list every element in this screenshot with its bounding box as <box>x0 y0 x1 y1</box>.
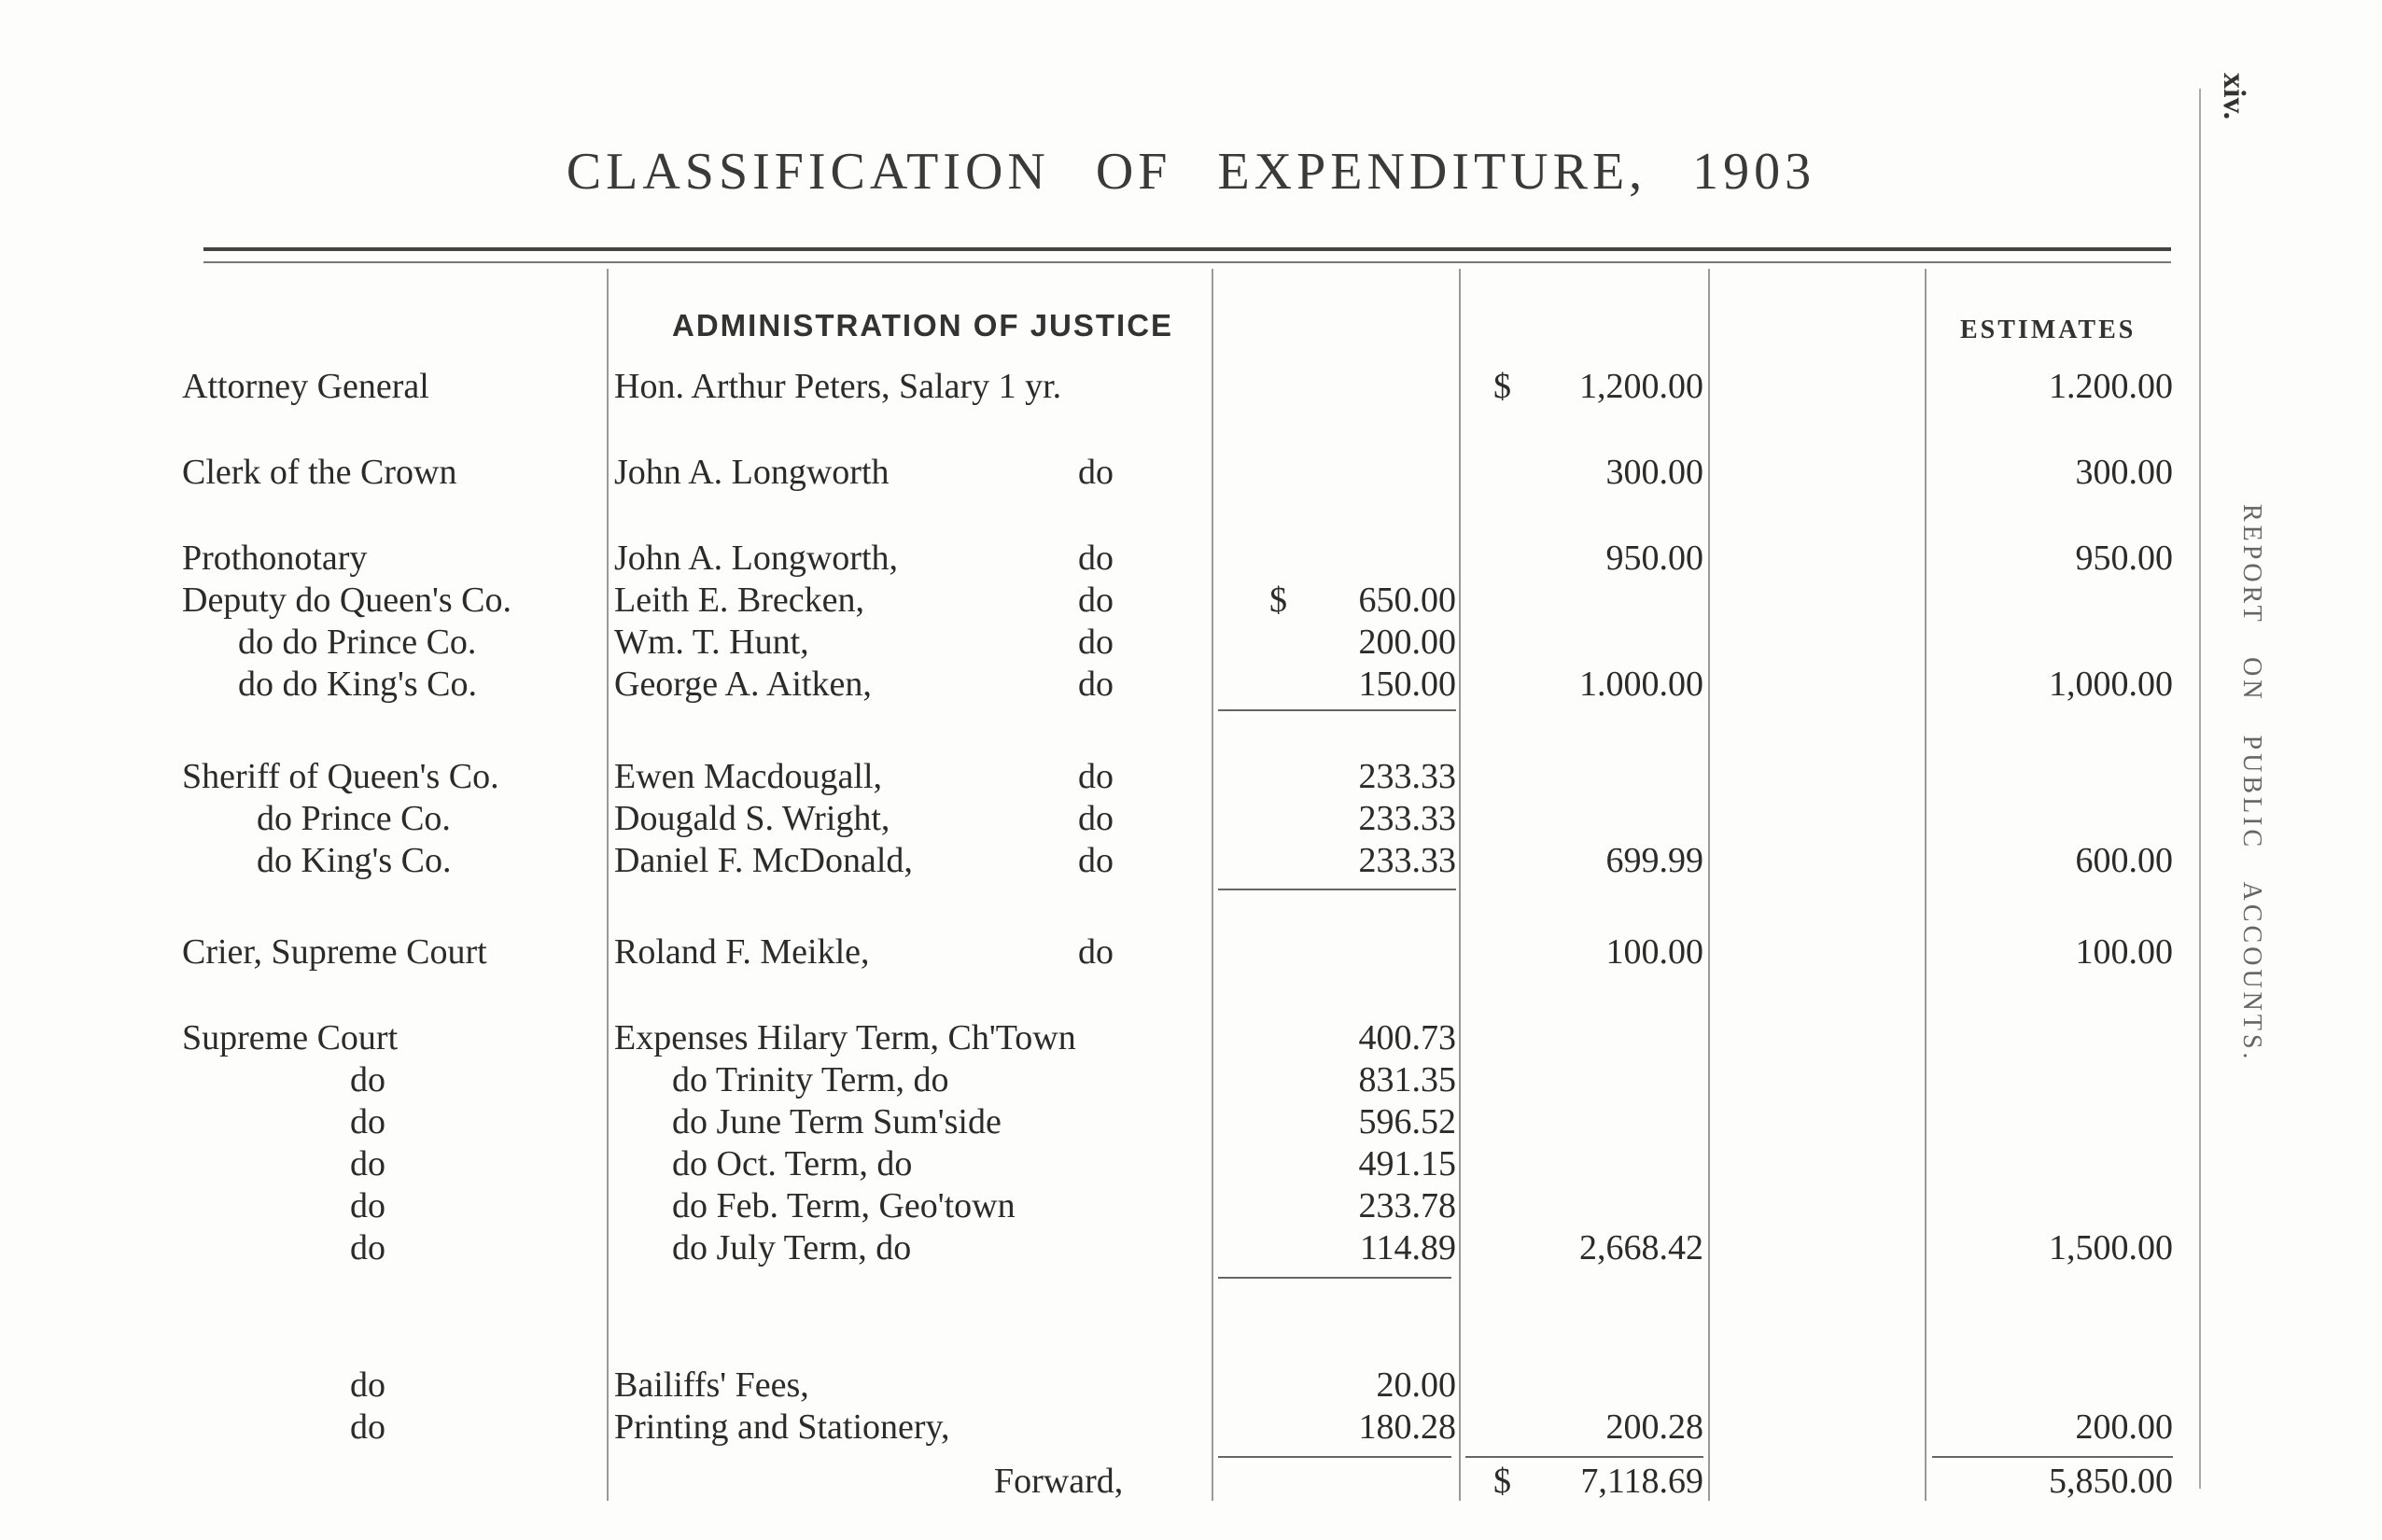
total-cell: 950.00 <box>1605 539 1703 578</box>
subtotal-rule <box>1218 889 1456 890</box>
total-cell: 1.000.00 <box>1579 665 1703 704</box>
office-cell: Crier, Supreme Court <box>182 932 487 972</box>
page-number: xiv. <box>2217 73 2251 120</box>
table-row <box>0 1017 2382 1058</box>
name-cell: Expenses Hilary Term, Ch'Town <box>614 1018 1076 1057</box>
estimate-cell: 950.00 <box>2075 539 2173 578</box>
estimate-cell: 600.00 <box>2075 841 2173 880</box>
ditto-cell: do <box>1078 539 1114 578</box>
ditto-cell: do <box>1078 581 1114 620</box>
page-title: CLASSIFICATION OF EXPENDITURE, 1903 <box>566 143 1816 201</box>
total-cell: 2,668.42 <box>1579 1228 1703 1267</box>
name-cell: do Oct. Term, do <box>672 1144 913 1183</box>
name-cell: Printing and Stationery, <box>614 1407 950 1447</box>
table-row <box>0 1227 2382 1268</box>
detail-cell: 150.00 <box>1358 665 1456 704</box>
ditto-cell: do <box>1078 623 1114 662</box>
subtotal-rule <box>1218 709 1456 711</box>
ditto-cell: do <box>1078 453 1114 492</box>
office-cell: do <box>350 1186 385 1225</box>
detail-cell: 20.00 <box>1376 1365 1456 1405</box>
estimate-cell: 1.200.00 <box>2049 367 2173 406</box>
table-row <box>0 1365 2382 1406</box>
office-cell: do <box>350 1144 385 1183</box>
forward-total: 7,118.69 <box>1580 1462 1703 1501</box>
total-cell: 699.99 <box>1605 841 1703 880</box>
estimate-cell: 1,000.00 <box>2049 665 2173 704</box>
name-cell: John A. Longworth <box>614 453 890 492</box>
subtotal-rule <box>1218 1456 1451 1458</box>
name-cell: Wm. T. Hunt, <box>614 623 809 662</box>
detail-cell: 596.52 <box>1358 1102 1456 1141</box>
ditto-cell: do <box>1078 757 1114 796</box>
table-row <box>0 452 2382 493</box>
name-cell: Dougald S. Wright, <box>614 799 890 838</box>
ditto-cell: do <box>1078 799 1114 838</box>
name-cell: Roland F. Meikle, <box>614 932 870 972</box>
subtotal-rule <box>1218 1277 1451 1279</box>
detail-cell: 233.78 <box>1358 1186 1456 1225</box>
detail-cell: 233.33 <box>1358 841 1456 880</box>
running-head: REPORT ON PUBLIC ACCOUNTS. <box>2237 504 2266 1063</box>
office-cell: do <box>350 1060 385 1099</box>
total-cell: 1,200.00 <box>1579 367 1703 406</box>
dollar-sign: $ <box>1493 367 1511 406</box>
name-cell: John A. Longworth, <box>614 539 898 578</box>
estimate-cell: 300.00 <box>2075 453 2173 492</box>
name-cell: George A. Aitken, <box>614 665 872 704</box>
table-row <box>0 931 2382 973</box>
office-cell: do do Prince Co. <box>238 623 477 662</box>
detail-cell: 831.35 <box>1358 1060 1456 1099</box>
ditto-cell: do <box>1078 665 1114 704</box>
office-cell: do Prince Co. <box>257 799 451 838</box>
office-cell: Attorney General <box>182 367 429 406</box>
dollar-sign: $ <box>1493 1462 1511 1501</box>
table-row <box>0 664 2382 705</box>
name-cell: Daniel F. McDonald, <box>614 841 913 880</box>
office-cell: do <box>350 1365 385 1405</box>
office-cell: Clerk of the Crown <box>182 453 457 492</box>
office-cell: Deputy do Queen's Co. <box>182 581 512 620</box>
ditto-cell: do <box>1078 841 1114 880</box>
table-row <box>0 756 2382 797</box>
detail-cell: 491.15 <box>1358 1144 1456 1183</box>
table-row <box>0 798 2382 839</box>
table-row <box>0 366 2382 407</box>
name-cell: do June Term Sum'side <box>672 1102 1002 1141</box>
table-row <box>0 1185 2382 1226</box>
forward-row <box>0 1461 2382 1502</box>
detail-cell: 650.00 <box>1358 581 1456 620</box>
office-cell: Supreme Court <box>182 1018 399 1057</box>
name-cell: Hon. Arthur Peters, Salary 1 yr. <box>614 367 1062 406</box>
office-cell: Prothonotary <box>182 539 368 578</box>
total-rule <box>1465 1456 1703 1458</box>
office-cell: do <box>350 1228 385 1267</box>
total-cell: 300.00 <box>1605 453 1703 492</box>
table-row <box>0 1143 2382 1184</box>
table-row <box>0 1059 2382 1100</box>
table-row <box>0 580 2382 621</box>
office-cell: do do King's Co. <box>238 665 477 704</box>
office-cell: do <box>350 1407 385 1447</box>
table-row <box>0 622 2382 663</box>
detail-cell: 114.89 <box>1359 1228 1456 1267</box>
estimates-heading: ESTIMATES <box>1960 315 2137 344</box>
name-cell: Bailiffs' Fees, <box>614 1365 809 1405</box>
table-row <box>0 1407 2382 1448</box>
section-heading: ADMINISTRATION OF JUSTICE <box>672 308 1174 343</box>
name-cell: Leith E. Brecken, <box>614 581 865 620</box>
name-cell: do Trinity Term, do <box>672 1060 949 1099</box>
forward-label: Forward, <box>994 1462 1124 1501</box>
detail-cell: 180.28 <box>1358 1407 1456 1447</box>
total-cell: 100.00 <box>1605 932 1703 972</box>
office-cell: do <box>350 1102 385 1141</box>
estimate-cell: 100.00 <box>2075 932 2173 972</box>
office-cell: Sheriff of Queen's Co. <box>182 757 499 796</box>
estimate-rule <box>1932 1456 2173 1458</box>
dollar-sign: $ <box>1269 581 1287 620</box>
detail-cell: 400.73 <box>1358 1018 1456 1057</box>
detail-cell: 200.00 <box>1358 623 1456 662</box>
top-rule-thin <box>203 261 2171 263</box>
name-cell: do Feb. Term, Geo'town <box>672 1186 1016 1225</box>
top-rule <box>203 247 2171 251</box>
name-cell: Ewen Macdougall, <box>614 757 883 796</box>
ditto-cell: do <box>1078 932 1114 972</box>
detail-cell: 233.33 <box>1358 757 1456 796</box>
name-cell: do July Term, do <box>672 1228 912 1267</box>
estimate-cell: 1,500.00 <box>2049 1228 2173 1267</box>
table-row <box>0 1101 2382 1142</box>
forward-estimate: 5,850.00 <box>2049 1462 2173 1501</box>
table-row <box>0 840 2382 881</box>
estimate-cell: 200.00 <box>2075 1407 2173 1447</box>
total-cell: 200.28 <box>1605 1407 1703 1447</box>
office-cell: do King's Co. <box>257 841 452 880</box>
detail-cell: 233.33 <box>1358 799 1456 838</box>
table-row <box>0 538 2382 579</box>
